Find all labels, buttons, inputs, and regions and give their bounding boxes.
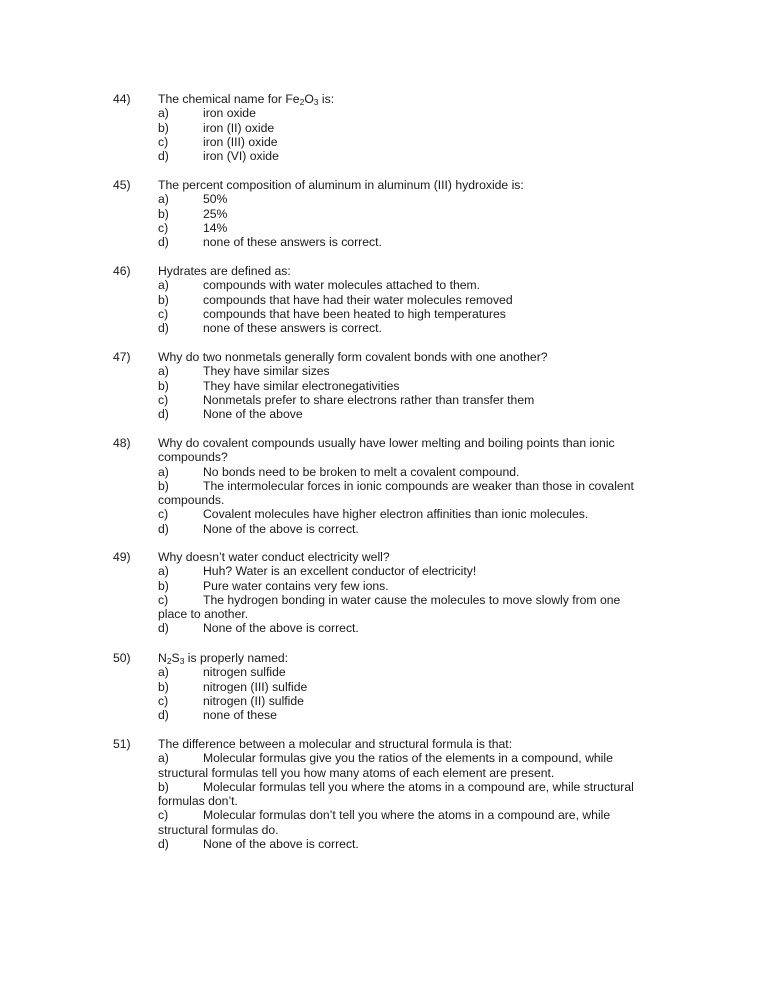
question-50 (113, 651, 653, 722)
option-c: c) Molecular formulas don’t tell you where the atoms in a compound are, while structural formulas do. (158, 808, 611, 837)
option-a: a) No bonds need to be broken to melt a covalent compound. (158, 464, 520, 479)
question-number: 48) (113, 436, 131, 450)
option-c: c) 14% (158, 220, 228, 235)
question-stem: Hydrates are defined as: (158, 264, 291, 278)
question-number: 49) (113, 550, 131, 564)
option-d: d) None of the above is correct. (158, 521, 359, 536)
option-d: d) None of the above is correct. (158, 621, 359, 636)
option-a: a) iron oxide (158, 106, 256, 121)
option-a: a) compounds with water molecules attached to them. (158, 278, 481, 293)
option-b: b) compounds that have had their water molecules removed (158, 292, 513, 307)
question-number: 46) (113, 264, 131, 278)
option-c: c) The hydrogen bonding in water cause the molecules to move slowly from one place to another. (158, 592, 621, 622)
option-b: b) Molecular formulas tell you where the atoms in a compound are, while structural formulas don’t. (158, 779, 634, 809)
question-stem: $N_2S_3$ is properly named: (158, 651, 289, 666)
option-a: a) Huh? Water is an excellent conductor of electricity! (158, 564, 477, 579)
option-b: b) iron (II) oxide (158, 120, 275, 135)
question-stem: The difference between a molecular and structural formula is that: (158, 737, 513, 751)
question-number: 47) (113, 350, 131, 364)
option-c: c) Covalent molecules have higher electron affinities than ionic molecules. (158, 507, 589, 522)
question-44 (113, 92, 653, 163)
question-number: 51) (113, 737, 131, 751)
option-c: c) compounds that have been heated to high temperatures (158, 306, 506, 321)
option-b: b) The intermolecular forces in ionic compounds are weaker than those in covalent compounds. (158, 478, 634, 508)
option-a: a) Molecular formulas give you the ratios of the elements in a compound, while structural formulas tell you how many atoms of each element are present. (158, 751, 613, 780)
question-48 (113, 436, 653, 536)
question-46 (113, 264, 653, 335)
question-stem: Why doesn’t water conduct electricity well? (158, 550, 390, 564)
option-b: b) Pure water contains very few ions. (158, 578, 389, 593)
question-47 (113, 350, 653, 421)
question-stem: Why do two nonmetals generally form covalent bonds with one another? (158, 350, 548, 364)
option-a: a) 50% (158, 192, 228, 207)
question-stem: The chemical name for $Fe_2O_3$ is: (158, 92, 335, 107)
question-45 (113, 178, 653, 249)
option-d: d) none of these answers is correct. (158, 321, 382, 336)
question-number: 44) (113, 92, 131, 106)
option-d: d) none of these (158, 708, 277, 723)
question-stem: The percent composition of aluminum in aluminum (III) hydroxide is: (158, 178, 524, 192)
option-a: a) nitrogen sulfide (158, 665, 286, 680)
option-d: d) None of the above is correct. (158, 837, 359, 852)
option-c: c) Nonmetals prefer to share electrons rather than transfer them (158, 392, 535, 407)
option-d: d) iron (VI) oxide (158, 149, 279, 164)
question-stem: Why do covalent compounds usually have lower melting and boiling points than ionic compounds? (158, 436, 615, 465)
question-49 (113, 550, 653, 636)
option-c: c) iron (III) oxide (158, 134, 278, 149)
option-d: d) None of the above (158, 407, 303, 422)
option-b: b) nitrogen (III) sulfide (158, 679, 308, 694)
option-c: c) nitrogen (II) sulfide (158, 693, 304, 708)
question-number: 45) (113, 178, 131, 192)
option-b: b) They have similar electronegativities (158, 378, 400, 393)
question-number: 50) (113, 651, 131, 665)
option-b: b) 25% (158, 206, 228, 221)
option-d: d) none of these answers is correct. (158, 235, 382, 250)
question-51 (113, 737, 653, 851)
option-a: a) They have similar sizes (158, 364, 330, 379)
